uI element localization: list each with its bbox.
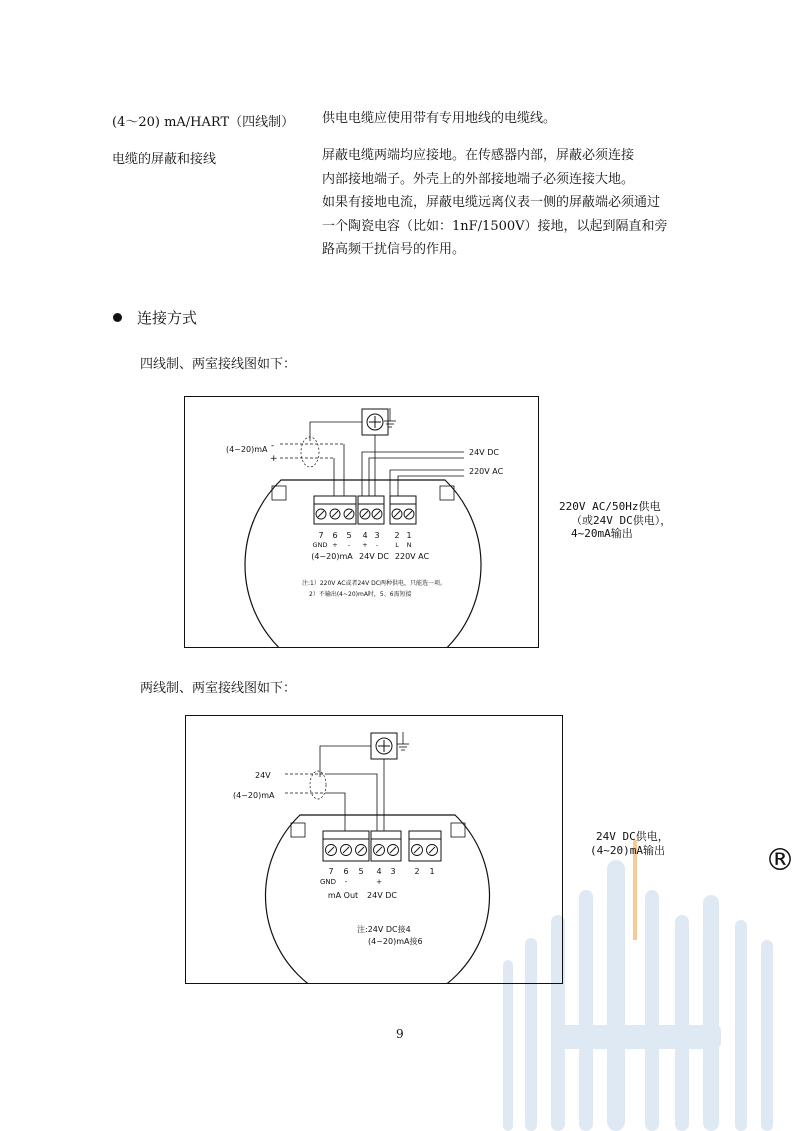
d1-signal-label: (4~20)mA [226,445,268,454]
terminal-number: 5 [358,867,364,876]
d1-minus-label: - [271,441,275,451]
terminal-screw-icons [326,845,438,856]
d2-note-1: 注:24V DC接4 [357,925,411,934]
terminal-number: 3 [374,531,380,540]
wiring-diagram-four-wire [184,396,539,648]
terminal-number: 3 [390,867,396,876]
terminal-block [323,831,441,861]
terminal-sign: GND [312,541,328,549]
row-label-shield: 电缆的屏蔽和接线 [112,152,217,167]
d1-note-2: 2）不输出(4~20)mA时，5、6需短接 [309,591,412,598]
side-note-line: （或24V DC供电）， [571,513,672,527]
terminal-sign: + [362,541,368,549]
terminal-sign: GND [319,878,337,886]
terminal-sign: - [344,878,348,886]
page-number: 9 [396,1027,404,1041]
side-note-line: 24V DC供电， [596,830,669,843]
d1-plus-label: + [270,454,278,464]
group-label: 24V DC [359,552,389,561]
terminal-sign: - [347,541,351,549]
terminal-number: 2 [394,531,400,540]
terminal-number: 7 [318,531,324,540]
row-text-shield [322,144,668,262]
row-text-line: 屏蔽电缆两端均应接地。在传感器内部，屏蔽必须连接 [322,148,635,163]
registered-mark: ® [765,843,795,878]
row-text-line: 一个陶瓷电容（比如：1nF/1500V）接地，以起到隔直和旁 [322,218,668,234]
diagram2-side-note [590,830,669,857]
side-note-line: (4~20)mA输出 [590,843,665,857]
row-text-4-20ma-hart [322,107,556,131]
diagram2-caption: 两线制、两室接线图如下： [140,681,297,696]
d2-v-label: 24V [255,771,271,780]
terminal-number: 4 [376,867,382,876]
d2-out-label: mA Out [327,891,359,900]
terminal-sign: N [406,541,412,549]
row-text-line: 路高频干扰信号的作用。 [322,242,466,257]
terminal-sign: L [395,541,399,549]
terminal-number: 1 [406,531,412,540]
wiring-diagram-two-wire [185,715,563,984]
terminal-sign: - [375,541,379,549]
terminal-number: 5 [346,531,352,540]
terminal-number: 6 [343,867,349,876]
terminal-number: 1 [429,867,435,876]
diagram1-side-note [559,500,671,541]
row-text-line: 内部接地端子。外壳上的外部接地端子必须连接大地。 [322,171,635,187]
diagram1-caption: 四线制、两室接线图如下： [140,357,297,372]
section-title: 连接方式 [137,309,198,327]
d2-signal-label: (4~20)mA [233,791,275,800]
d2-note-2: (4~20)mA接6 [368,937,423,946]
terminal-number: 2 [414,867,420,876]
bullet-icon [113,313,122,322]
row-label-4-20ma-hart: (4～20) mA/HART（四线制） [112,115,295,130]
housing-outline [245,480,481,648]
terminal-number: 7 [328,867,334,876]
side-note-line: 4~20mA输出 [571,527,633,540]
terminal-number: 6 [332,531,338,540]
d1-note-1: 注:1）220V AC或者24V DC两种供电，只能选一项。 [302,580,446,587]
terminal-sign: + [332,541,338,549]
row-text-line: 供电电缆应使用带有专用地线的电缆线。 [322,111,557,126]
row-text-line: 如果有接地电流，屏蔽电缆远离仪表一侧的屏蔽端必须通过 [322,195,661,210]
side-note-line: 220V AC/50Hz供电 [559,500,661,513]
group-label: 220V AC [394,552,430,561]
d1-dc-label: 24V DC [469,448,499,457]
terminal-sign: + [376,878,382,886]
group-label: (4~20)mA [311,552,353,561]
d2-dc-label: 24V DC [367,891,397,900]
terminal-number: 4 [362,531,368,540]
d1-ac-label: 220V AC [469,467,504,476]
